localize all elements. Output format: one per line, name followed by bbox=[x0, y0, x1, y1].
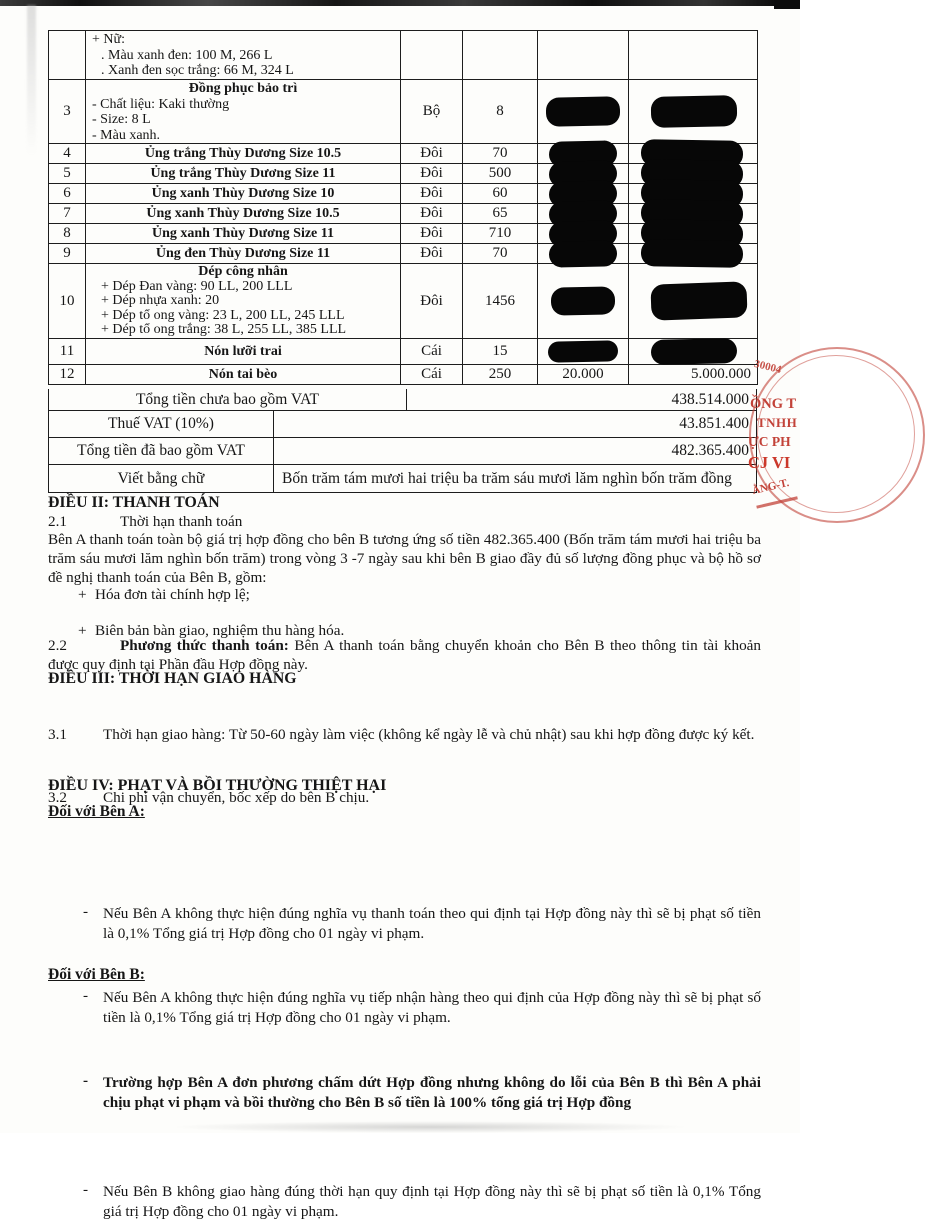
item-unit bbox=[401, 31, 463, 80]
party-a-bullet bbox=[48, 988, 761, 1027]
dash-marker: - bbox=[83, 903, 89, 920]
item-desc bbox=[86, 264, 401, 339]
item-title: Ủng đen Thùy Dương Size 11 bbox=[155, 245, 331, 261]
item-unit: Bộ bbox=[401, 80, 463, 144]
item-unit: Đôi bbox=[401, 184, 463, 204]
item-qty: 500 bbox=[463, 164, 538, 184]
redaction-blob bbox=[651, 338, 738, 365]
item-unit-price bbox=[538, 31, 629, 80]
stamp-text: CJ VI bbox=[748, 453, 791, 472]
desc-line: + Dép Đan vàng: 90 LL, 200 LLL bbox=[101, 278, 293, 294]
item-title: Ủng trắng Thùy Dương Size 10.5 bbox=[144, 145, 342, 161]
section-heading-dieu3: ĐIỀU III: THỜI HẠN GIAO HÀNG bbox=[48, 670, 297, 687]
desc-line: + Dép tổ ong trắng: 38 L, 255 LL, 385 LLL bbox=[101, 322, 347, 338]
item-unit: Đôi bbox=[401, 244, 463, 264]
clause-2-2 bbox=[48, 637, 761, 675]
stamp-text: TNHH bbox=[757, 415, 798, 430]
item-qty: 250 bbox=[463, 364, 538, 384]
item-no: 5 bbox=[49, 164, 86, 184]
item-unit: Đôi bbox=[401, 204, 463, 224]
redaction-blob bbox=[551, 286, 616, 315]
amount-in-words: Bốn trăm tám mươi hai triệu ba trăm sáu mươi lăm nghìn bốn trăm đồng bbox=[282, 469, 732, 487]
item-qty: 70 bbox=[463, 244, 538, 264]
scan-smudge-bottom bbox=[170, 1121, 690, 1133]
item-unit: Đôi bbox=[401, 164, 463, 184]
totals-section bbox=[48, 389, 757, 493]
dash-marker: - bbox=[83, 1072, 89, 1089]
item-title: Ủng xanh Thùy Dương Size 10.5 bbox=[146, 205, 340, 221]
dash-marker: - bbox=[83, 1181, 89, 1198]
items-table bbox=[48, 30, 758, 385]
clause-2-1-body: Bên A thanh toán toàn bộ giá trị hợp đồng cho bên B tương ứng số tiền 482.365.400 (Bốn trăm tám mươi hai triệu ba trăm sáu mươi lăm nghìn bốn trăm) trong vòng 3 -7 ngày sau khi bên B giao đầy đủ số lượng đồng phục và bộ hồ sơ đề nghị thanh toán của Bên B, gồm: bbox=[48, 531, 761, 586]
item-unit: Đôi bbox=[401, 224, 463, 244]
item-title: Đồng phục bảo trì bbox=[188, 81, 298, 96]
total-row-vat bbox=[48, 411, 757, 438]
item-title: Nón lưỡi trai bbox=[204, 343, 282, 359]
item-qty: 65 bbox=[463, 204, 538, 224]
stamp-text: ẰNG-T. bbox=[751, 476, 791, 498]
total-label: Tổng tiền chưa bao gồm VAT bbox=[49, 389, 407, 410]
item-qty: 8 bbox=[463, 80, 538, 144]
clause-title: Thời hạn thanh toán bbox=[120, 513, 243, 530]
item-desc bbox=[86, 80, 401, 144]
clause-number: 2.2 bbox=[48, 637, 67, 654]
clause-body: Thời hạn giao hàng: Từ 50-60 ngày làm việc (không kể ngày lễ và chủ nhật) sau khi hợp đồng được ký kết. bbox=[103, 726, 755, 743]
party-a-bullet bbox=[48, 904, 761, 943]
item-title: Ủng xanh Thùy Dương Size 10 bbox=[151, 185, 335, 201]
item-qty: 1456 bbox=[463, 264, 538, 339]
item-no: 9 bbox=[49, 244, 86, 264]
item-qty: 15 bbox=[463, 338, 538, 364]
stamp-text: ỰC PH bbox=[748, 434, 791, 449]
bullet-text: Nếu Bên A không thực hiện đúng nghĩa vụ tiếp nhận hàng theo qui định của Hợp đồng này thì sẽ bị phạt số tiền là 0,1% Tổng giá trị Hợp đồng cho 01 ngày vi phạm. bbox=[103, 989, 761, 1026]
party-b-heading: Đối với Bên B: bbox=[48, 966, 145, 983]
item-unit: Cái bbox=[401, 338, 463, 364]
table-row bbox=[49, 338, 758, 364]
clause-number: 3.2 bbox=[48, 789, 67, 806]
item-title: Dép công nhân bbox=[198, 264, 288, 279]
desc-line: - Màu xanh. bbox=[92, 127, 161, 143]
plus-marker: + bbox=[78, 622, 87, 639]
party-a-heading: Đối với Bên A: bbox=[48, 803, 145, 820]
party-a-bullet-bold bbox=[48, 1073, 761, 1112]
clause-2-1-bullet bbox=[48, 586, 808, 604]
desc-line: + Nữ: bbox=[92, 32, 125, 47]
item-title: Ủng trắng Thùy Dương Size 11 bbox=[150, 165, 336, 181]
stamp-text: ỒNG T bbox=[750, 396, 797, 412]
item-qty bbox=[463, 31, 538, 80]
clause-number: 2.1 bbox=[48, 513, 67, 530]
item-total: 5.000.000 bbox=[629, 364, 758, 384]
clause-body: Chi phí vận chuyển, bốc xếp do bên B chịu. bbox=[103, 789, 370, 806]
plus-marker: + bbox=[78, 586, 87, 603]
desc-line: - Size: 8 L bbox=[92, 112, 151, 127]
item-no: 11 bbox=[49, 338, 86, 364]
bullet-text: Nếu Bên A không thực hiện đúng nghĩa vụ thanh toán theo qui định tại Hợp đồng này thì sẽ bị phạt số tiền là 0,1% Tổng giá trị Hợp đồng cho 01 ngày vi phạm. bbox=[103, 905, 761, 942]
clause-number: 3.1 bbox=[48, 726, 67, 743]
item-qty: 60 bbox=[463, 184, 538, 204]
item-no: 6 bbox=[49, 184, 86, 204]
total-value: 482.365.400 bbox=[671, 442, 749, 459]
item-title: Ủng xanh Thùy Dương Size 11 bbox=[151, 225, 334, 241]
total-label: Tổng tiền đã bao gồm VAT bbox=[49, 438, 274, 464]
desc-line: - Chất liệu: Kaki thường bbox=[92, 96, 230, 112]
scan-edge-corner bbox=[774, 0, 800, 9]
table-row bbox=[49, 364, 758, 384]
desc-line: + Dép nhựa xanh: 20 bbox=[101, 293, 220, 309]
bullet-text: Nếu Bên B không giao hàng đúng thời hạn quy định tại Hợp đồng này thì sẽ bị phạt số tiền là 0,1% Tổng giá trị Hợp đồng cho 01 ngày vi phạm. bbox=[103, 1183, 761, 1220]
item-qty: 70 bbox=[463, 144, 538, 164]
item-qty: 710 bbox=[463, 224, 538, 244]
total-row-subtotal bbox=[48, 389, 757, 411]
desc-line: . Màu xanh đen: 100 M, 266 L bbox=[101, 47, 273, 63]
table-row bbox=[49, 31, 758, 80]
total-row-in-words bbox=[48, 465, 757, 493]
item-no: 7 bbox=[49, 204, 86, 224]
redaction-blob bbox=[651, 95, 738, 128]
desc-line: + Dép tổ ong vàng: 23 L, 200 LL, 245 LLL bbox=[101, 307, 345, 323]
clause-body: Bên A thanh toán bằng chuyển khoản cho Bên B theo thông tin tài khoản được quy định tại Phần đầu Hợp đồng này. bbox=[48, 637, 761, 673]
total-label: Thuế VAT (10%) bbox=[49, 411, 274, 437]
clause-2-1 bbox=[48, 513, 761, 531]
item-unit: Đôi bbox=[401, 144, 463, 164]
bullet-text: Biên bản bàn giao, nghiệm thu hàng hóa. bbox=[95, 622, 345, 639]
item-desc bbox=[86, 31, 401, 80]
dash-marker: - bbox=[83, 987, 89, 1004]
party-b-bullet bbox=[48, 1182, 761, 1221]
bullet-text: Hóa đơn tài chính hợp lệ; bbox=[95, 586, 250, 603]
stamp-text: 30004 bbox=[752, 357, 783, 377]
item-total bbox=[629, 31, 758, 80]
total-value: 43.851.400 bbox=[679, 415, 749, 432]
redaction-blob bbox=[650, 281, 747, 320]
total-row-grand bbox=[48, 438, 757, 465]
company-stamp bbox=[748, 350, 800, 525]
item-unit: Cái bbox=[401, 364, 463, 384]
item-unit: Đôi bbox=[401, 264, 463, 339]
section-heading-dieu4: ĐIỀU IV: PHẠT VÀ BỒI THƯỜNG THIỆT HẠI bbox=[48, 777, 387, 794]
table-row bbox=[49, 264, 758, 339]
scan-edge-top bbox=[0, 0, 800, 6]
item-no: 12 bbox=[49, 364, 86, 384]
table-row bbox=[49, 244, 758, 264]
clause-label: Phương thức thanh toán: bbox=[120, 637, 289, 654]
scan-smudge-left bbox=[27, 5, 36, 155]
item-no: 3 bbox=[49, 80, 86, 144]
item-title: Nón tai bèo bbox=[208, 366, 278, 382]
item-no: 8 bbox=[49, 224, 86, 244]
item-no: 4 bbox=[49, 144, 86, 164]
redaction-blob bbox=[641, 239, 743, 268]
redaction-blob bbox=[548, 340, 618, 362]
total-label: Viết bằng chữ bbox=[49, 465, 274, 492]
section-heading-dieu2: ĐIỀU II: THANH TOÁN bbox=[48, 494, 220, 511]
item-no: 10 bbox=[49, 264, 86, 339]
redaction-blob bbox=[546, 96, 621, 127]
total-value: 438.514.000 bbox=[671, 390, 749, 408]
bullet-text: Trường hợp Bên A đơn phương chấm dứt Hợp đồng nhưng không do lỗi của Bên B thì Bên A phải chịu phạt vi phạm và bồi thường cho Bên B số tiền là 100% tổng giá trị Hợp đồng bbox=[103, 1074, 761, 1111]
item-no bbox=[49, 31, 86, 80]
table-row bbox=[49, 80, 758, 144]
clause-3-1 bbox=[48, 725, 761, 744]
redaction-blob bbox=[549, 240, 618, 267]
item-unit-price: 20.000 bbox=[538, 364, 629, 384]
desc-line: . Xanh đen sọc trắng: 66 M, 324 L bbox=[101, 63, 294, 78]
